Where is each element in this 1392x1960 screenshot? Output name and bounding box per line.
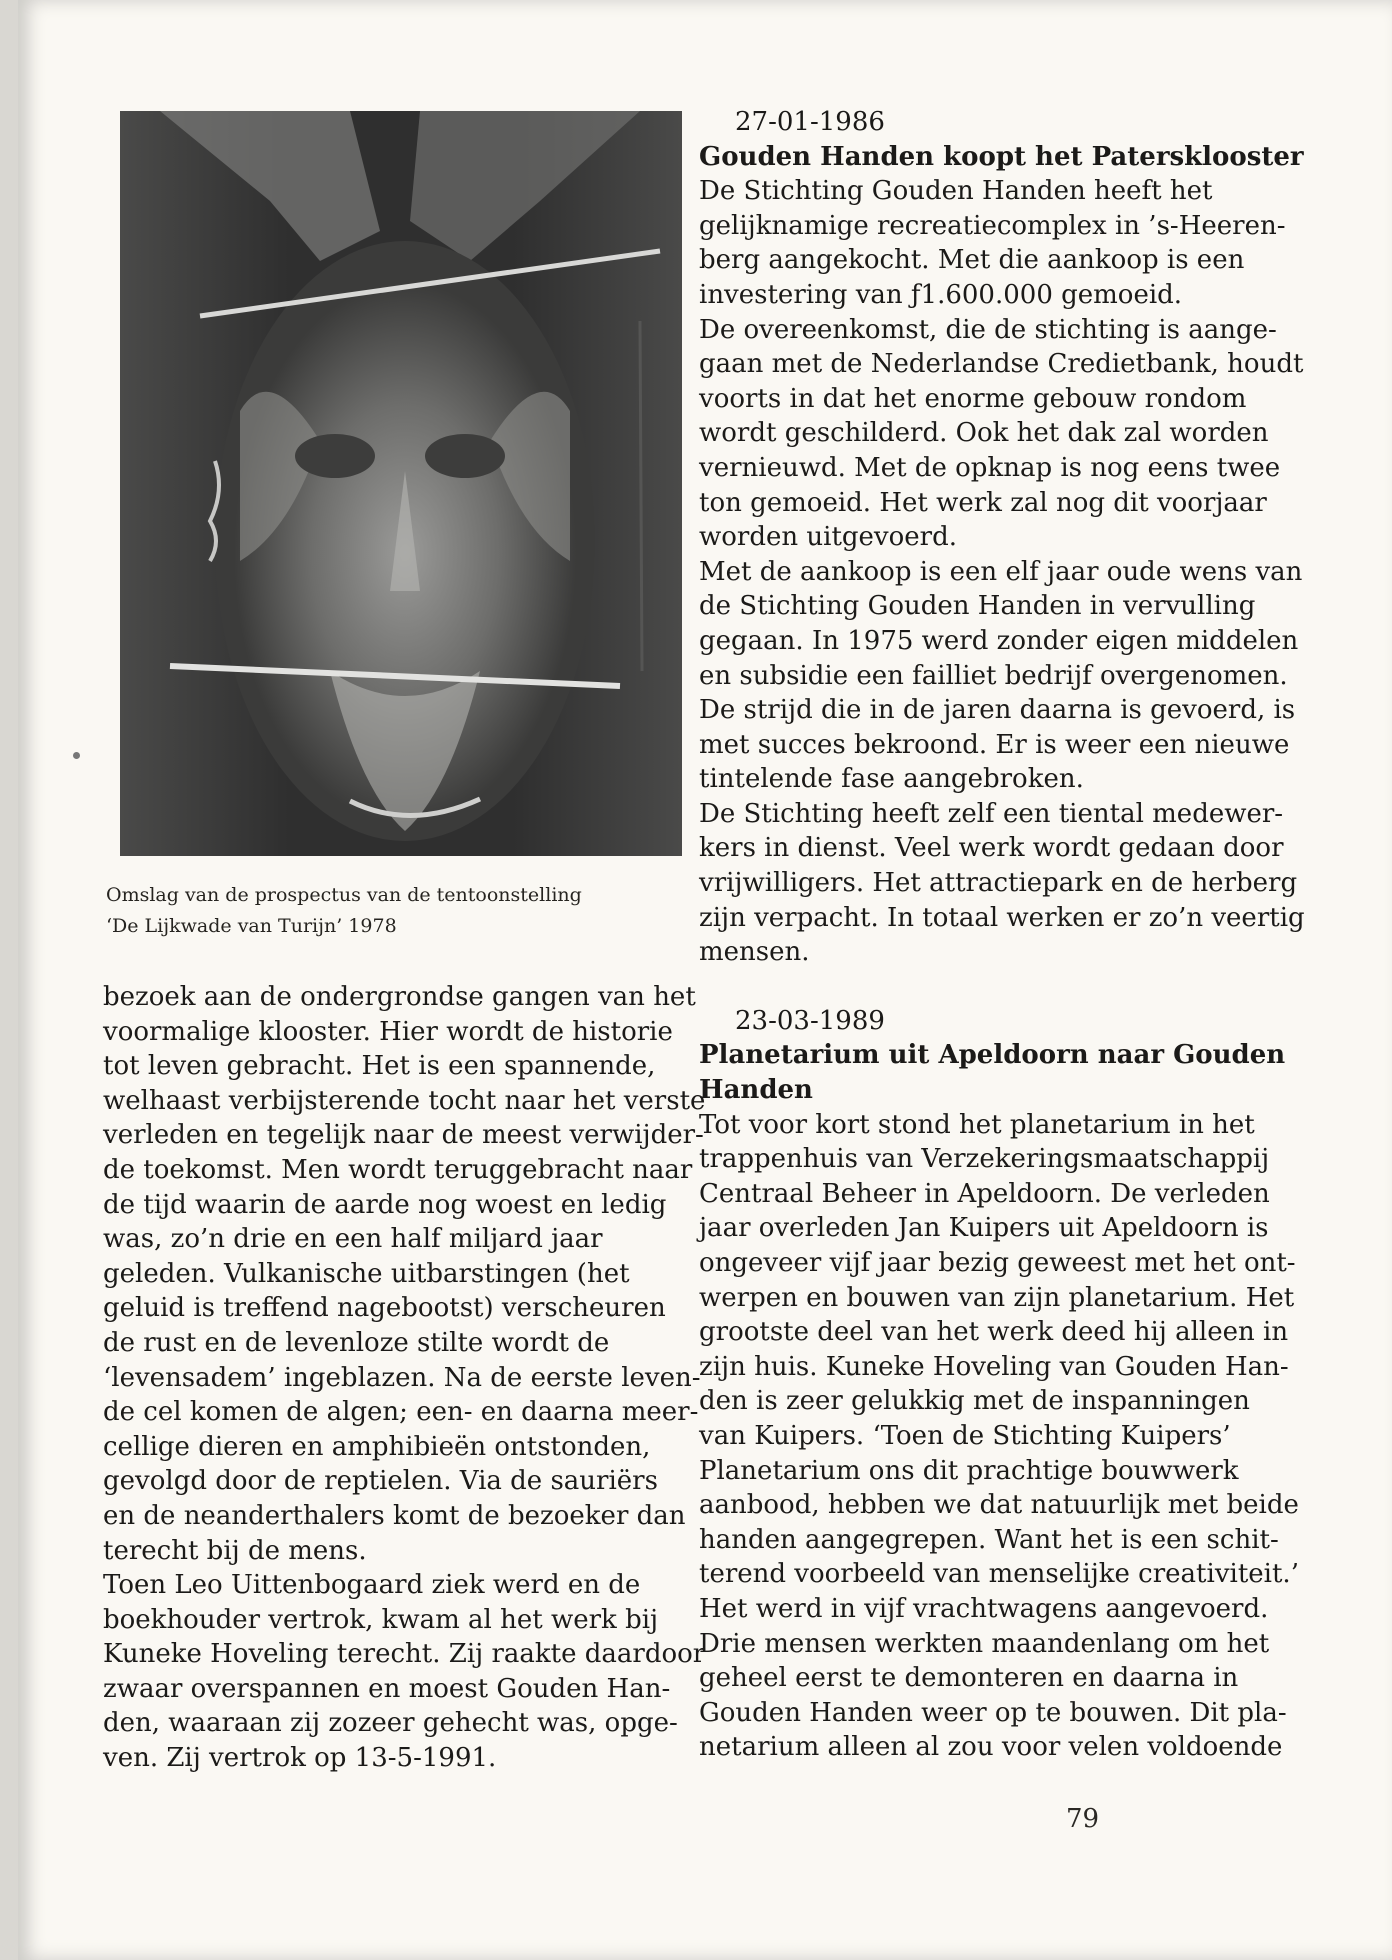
- text-line: kers in dienst. Veel werk wordt gedaan door: [699, 833, 1284, 864]
- text-line: geheel eerst te demonteren en daarna in: [699, 1663, 1239, 1694]
- text-line: voorts in dat het enorme gebouw rondom: [699, 383, 1247, 414]
- book-page: [18, 0, 1392, 1960]
- text-line: netarium alleen al zou voor velen voldoende: [699, 1732, 1283, 1763]
- text-line: met succes bekroond. Er is weer een nieuwe: [699, 729, 1290, 760]
- section-gap: [699, 970, 1299, 1004]
- text-line: geluid is treffend nagebootst) verscheuren: [103, 1293, 666, 1324]
- text-line: ton gemoeid. Het werk zal nog dit voorjaar: [699, 487, 1267, 518]
- text-line: de Stichting Gouden Handen in vervulling: [699, 591, 1256, 622]
- text-line: De Stichting Gouden Handen heeft het: [699, 176, 1213, 207]
- text-line: Gouden Handen weer op te bouwen. Dit pla-: [699, 1697, 1287, 1728]
- text-line: van Kuipers. ‘Toen de Stichting Kuipers’: [699, 1420, 1231, 1451]
- text-line: gelijknamige recreatiecomplex in ’s-Heeren-: [699, 210, 1286, 241]
- text-line: berg aangekocht. Met die aankoop is een: [699, 245, 1245, 276]
- text-line: voormalige klooster. Hier wordt de historie: [103, 1016, 673, 1047]
- text-line: worden uitgevoerd.: [699, 522, 957, 553]
- text-line: en subsidie een failliet bedrijf overgenomen.: [699, 660, 1288, 691]
- entry-heading: Planetarium uit Apeldoorn naar Gouden: [699, 1040, 1286, 1071]
- text-line: ven. Zij vertrok op 13-5-1991.: [103, 1743, 497, 1774]
- text-line: wordt geschilderd. Ook het dak zal worden: [699, 418, 1269, 449]
- text-line: welhaast verbijsterende tocht naar het verste: [103, 1085, 706, 1116]
- text-line: Tot voor kort stond het planetarium in het: [699, 1109, 1255, 1140]
- text-line: ongeveer vijf jaar bezig geweest met het ont-: [699, 1248, 1296, 1278]
- entry-heading: Gouden Handen koopt het Patersklooster: [699, 141, 1304, 172]
- entry-date: 27-01-1986: [735, 107, 885, 137]
- text-line: zwaar overspannen en moest Gouden Han-: [103, 1673, 671, 1704]
- text-line: ‘levensadem’ ingeblazen. Na de eerste leven-: [103, 1362, 701, 1393]
- text-line: geleden. Vulkanische uitbarstingen (het: [103, 1258, 630, 1289]
- text-line: grootste deel van het werk deed hij alleen in: [699, 1317, 1289, 1348]
- text-line: den is zeer gelukkig met de inspanningen: [699, 1386, 1250, 1417]
- text-line: mensen.: [699, 937, 810, 968]
- left-column: [103, 980, 706, 1776]
- text-line: tintelende fase aangebroken.: [699, 764, 1084, 795]
- text-line: werpen en bouwen van zijn planetarium. Het: [699, 1282, 1295, 1313]
- text-line: boekhouder vertrok, kwam al het werk bij: [103, 1604, 659, 1635]
- text-line: zijn verpacht. In totaal werken er zo’n veertig: [699, 902, 1305, 933]
- text-line: handen aangegrepen. Want het is een schit-: [699, 1524, 1279, 1555]
- text-line: vernieuwd. Met de opknap is nog eens twee: [699, 452, 1281, 483]
- text-line: verleden en tegelijk naar de meest verwijder-: [103, 1120, 704, 1151]
- entry-heading: Handen: [699, 1075, 813, 1106]
- text-line: Kuneke Hoveling terecht. Zij raakte daardoor: [103, 1639, 706, 1670]
- text-line: jaar overleden Jan Kuipers uit Apeldoorn is: [699, 1213, 1269, 1244]
- text-line: Met de aankoop is een elf jaar oude wens van: [699, 556, 1303, 587]
- caption-line: ‘De Lijkwade van Turijn’ 1978: [106, 915, 397, 937]
- entry-date: 23-03-1989: [735, 1005, 885, 1036]
- text-line: de toekomst. Men wordt teruggebracht naar: [103, 1154, 693, 1185]
- text-line: Planetarium ons dit prachtige bouwwerk: [699, 1455, 1239, 1486]
- text-line: den, waaraan zij zozeer gehecht was, opge-: [103, 1708, 678, 1739]
- text-line: trappenhuis van Verzekeringsmaatschappij: [699, 1144, 1270, 1175]
- shroud-photo: [120, 111, 682, 856]
- page-number: 79: [1066, 1804, 1100, 1834]
- text-line: de cel komen de algen; een- en daarna meer-: [103, 1397, 699, 1428]
- text-line: aanbood, hebben we dat natuurlijk met beide: [699, 1490, 1299, 1521]
- text-line: terecht bij de mens.: [103, 1535, 367, 1566]
- figure-caption: [106, 880, 706, 942]
- text-line: Drie mensen werkten maandenlang om het: [699, 1628, 1270, 1659]
- text-line: terend voorbeeld van menselijke creativiteit.’: [699, 1559, 1299, 1590]
- right-column: [699, 105, 1305, 1765]
- text-line: De Stichting heeft zelf een tiental medewer-: [699, 798, 1284, 829]
- text-line: De overeenkomst, die de stichting is aange-: [699, 314, 1277, 345]
- text-line: Toen Leo Uittenbogaard ziek werd en de: [103, 1570, 641, 1601]
- text-line: gaan met de Nederlandse Credietbank, houdt: [699, 349, 1304, 380]
- text-line: gegaan. In 1975 werd zonder eigen middelen: [699, 625, 1299, 656]
- text-line: investering van ƒ1.600.000 gemoeid.: [699, 279, 1183, 310]
- text-line: tot leven gebracht. Het is een spannende,: [103, 1051, 656, 1082]
- text-line: en de neanderthalers komt de bezoeker dan: [103, 1500, 686, 1531]
- text-line: Het werd in vijf vrachtwagens aangevoerd.: [699, 1593, 1269, 1624]
- text-line: bezoek aan de ondergrondse gangen van het: [103, 982, 696, 1012]
- text-line: zijn huis. Kuneke Hoveling van Gouden Han-: [699, 1351, 1289, 1382]
- text-line: vrijwilligers. Het attractiepark en de herberg: [699, 868, 1298, 899]
- margin-mark: [73, 752, 80, 759]
- text-line: was, zo’n drie en een half miljard jaar: [103, 1224, 603, 1255]
- text-line: cellige dieren en amphibieën ontstonden,: [103, 1431, 651, 1462]
- text-line: gevolgd door de reptielen. Via de sauriërs: [103, 1466, 658, 1497]
- text-line: Centraal Beheer in Apeldoorn. De verleden: [699, 1178, 1270, 1209]
- text-line: De strijd die in de jaren daarna is gevoerd, is: [699, 695, 1296, 726]
- text-line: de tijd waarin de aarde nog woest en ledig: [103, 1189, 667, 1220]
- caption-line: Omslag van de prospectus van de tentoonstelling: [106, 884, 582, 906]
- text-line: de rust en de levenloze stilte wordt de: [103, 1327, 610, 1358]
